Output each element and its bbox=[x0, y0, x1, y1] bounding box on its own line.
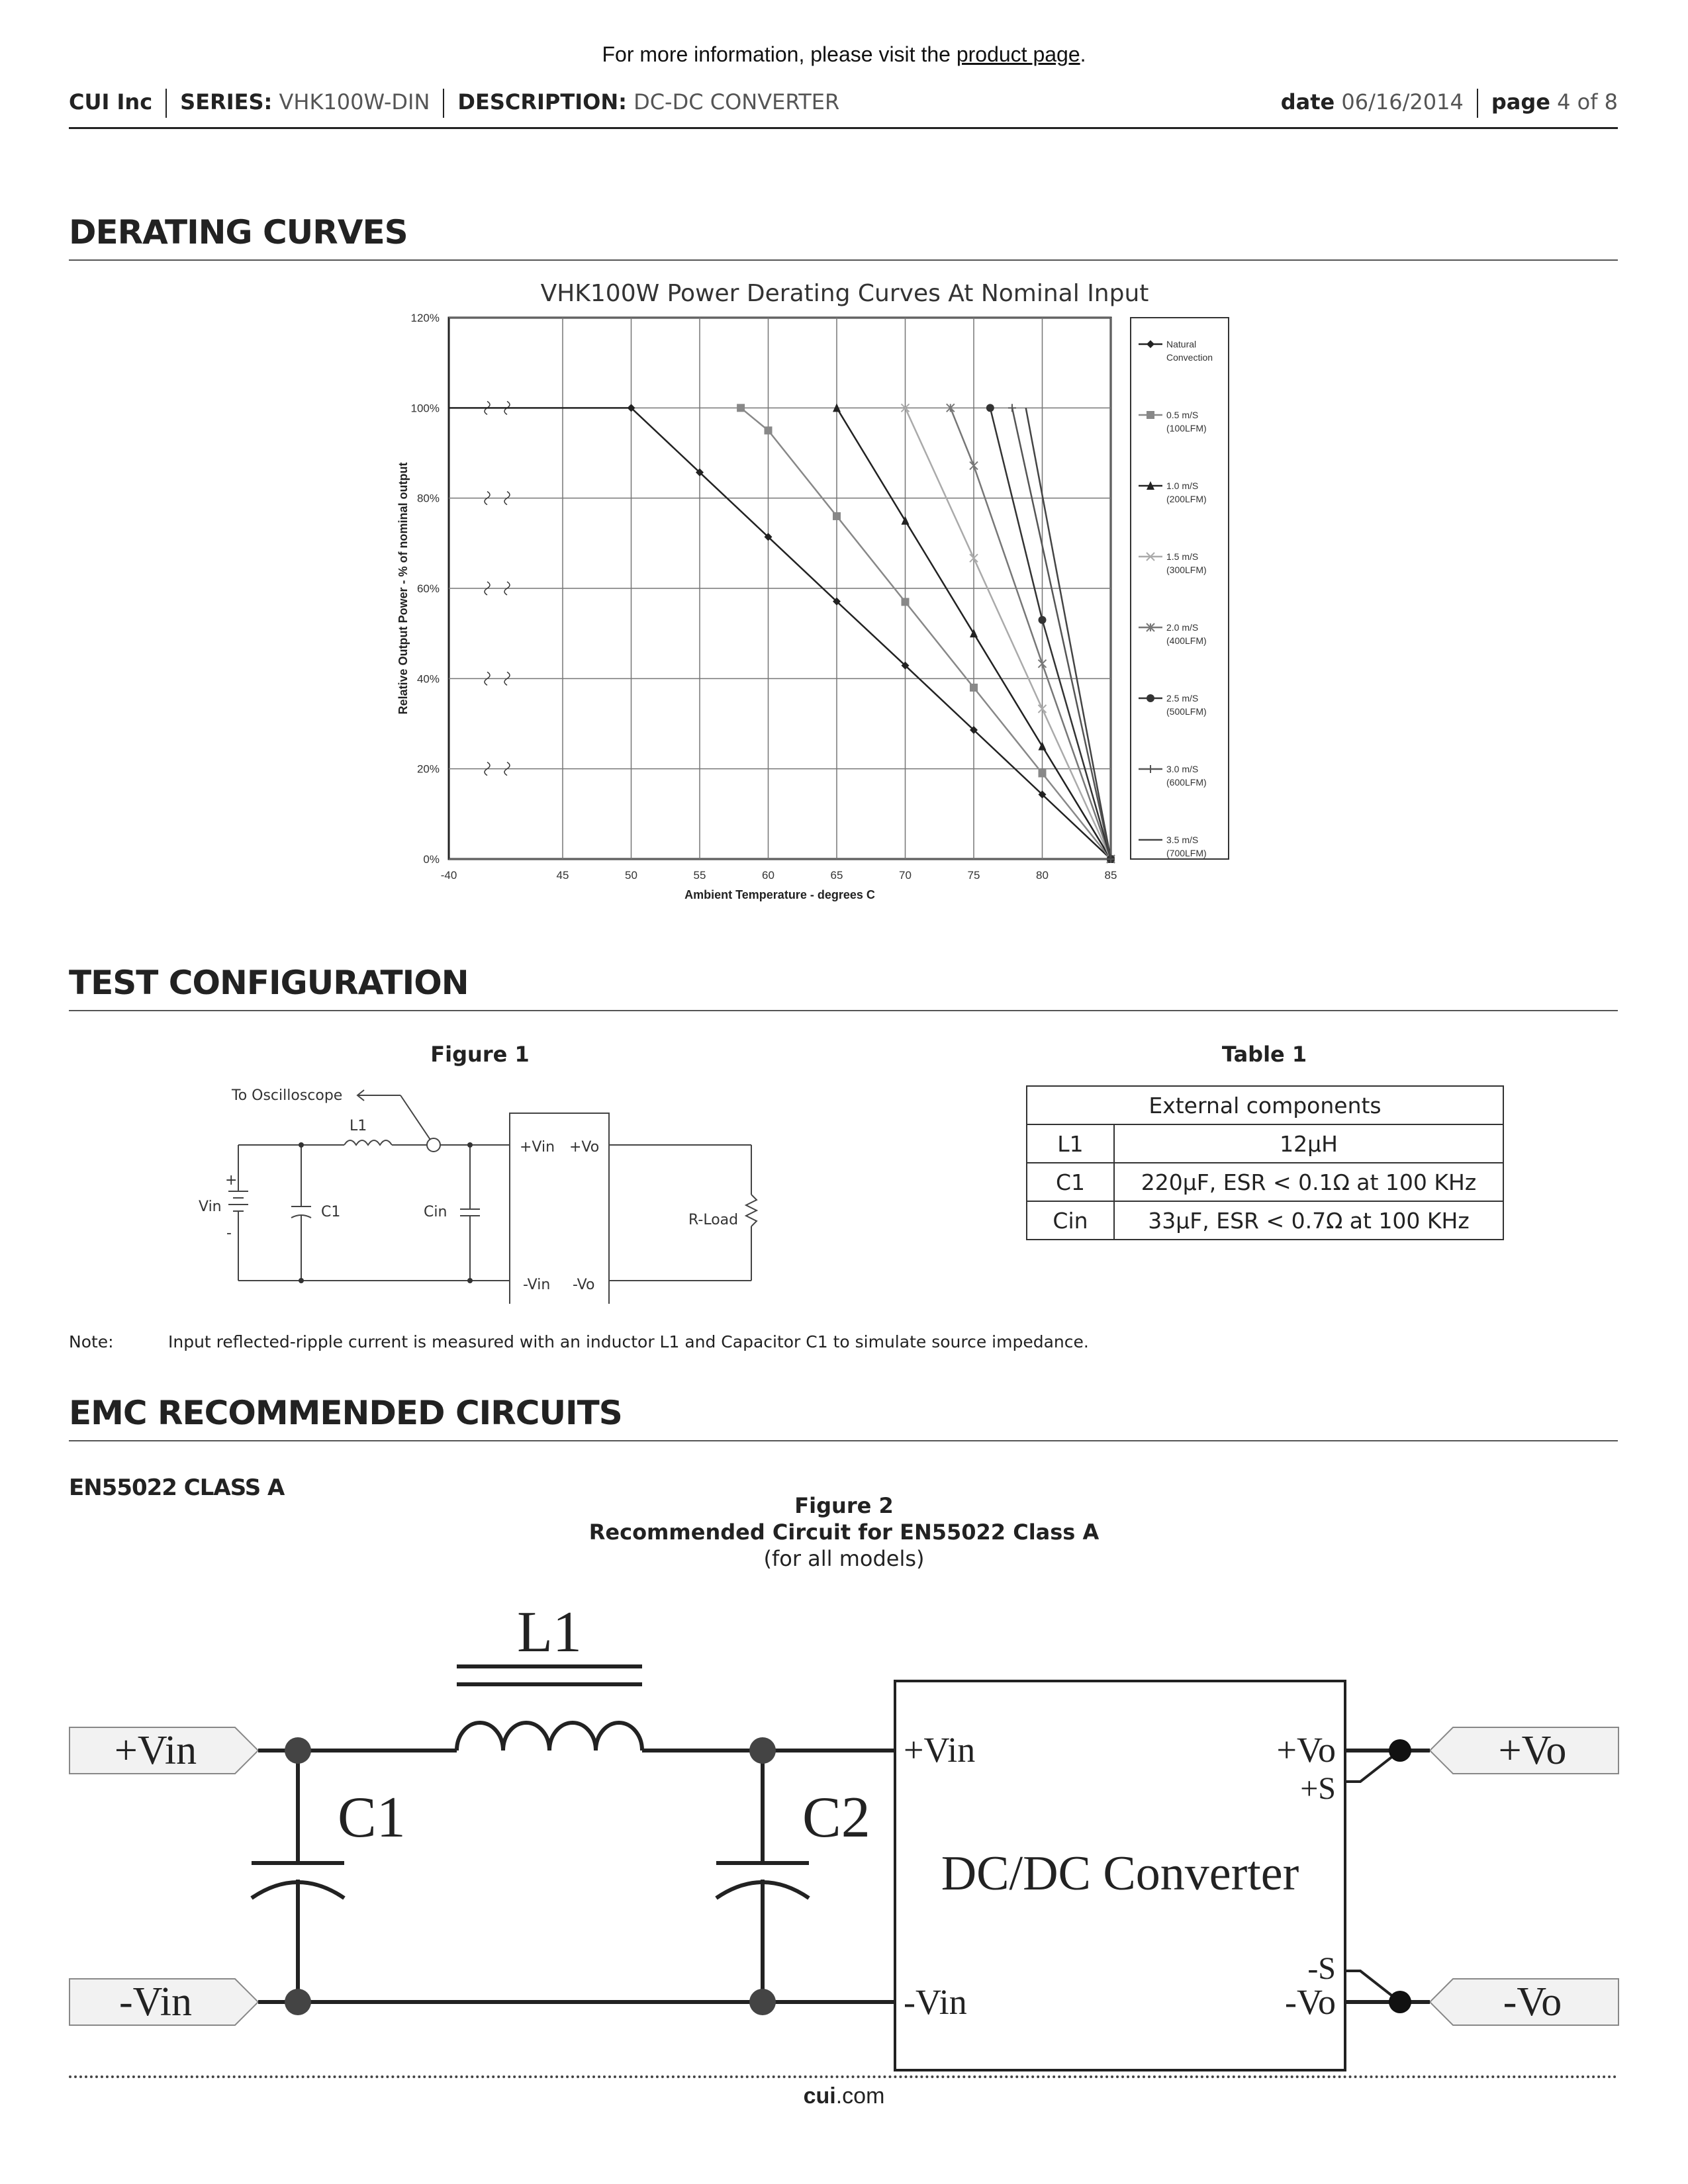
x-tick-label: 45 bbox=[556, 869, 569, 882]
note-label: Note: bbox=[69, 1332, 114, 1351]
figure1-test-circuit bbox=[199, 1079, 794, 1304]
legend-label: 0.5 m/S bbox=[1166, 410, 1199, 420]
x-tick-label: 80 bbox=[1036, 869, 1049, 882]
legend-label: (100LFM) bbox=[1166, 423, 1207, 433]
fig2-converter-label: DC/DC Converter bbox=[941, 1846, 1299, 1901]
table1-cell-name: C1 bbox=[1027, 1163, 1114, 1201]
table1-cell-name: L1 bbox=[1027, 1124, 1114, 1163]
data-point bbox=[1039, 769, 1047, 777]
top-note: For more information, please visit the product page. bbox=[602, 42, 1086, 66]
y-tick-label: 20% bbox=[416, 762, 440, 776]
table1-cell-value: 12µH bbox=[1114, 1124, 1503, 1163]
table1-title: Table 1 bbox=[1221, 1042, 1307, 1067]
y-tick-label: 80% bbox=[416, 492, 440, 505]
data-point bbox=[970, 684, 978, 692]
legend-label: (400LFM) bbox=[1166, 635, 1207, 646]
footer-site[interactable]: cui.com bbox=[803, 2083, 885, 2109]
fig1-minus-vo: -Vo bbox=[573, 1277, 595, 1293]
figure2-subtitle: Recommended Circuit for EN55022 Class A bbox=[588, 1520, 1100, 1545]
fig1-vin-label: Vin bbox=[199, 1199, 222, 1215]
date-value: 06/16/2014 bbox=[1341, 89, 1464, 114]
data-point bbox=[1008, 404, 1016, 412]
derating-chart bbox=[371, 271, 1311, 966]
data-point bbox=[1039, 660, 1047, 668]
x-tick-label: 65 bbox=[830, 869, 843, 882]
fig2-output-neg-tag: -Vo bbox=[1503, 1979, 1562, 2025]
fig2-box-s-pos: +S bbox=[1300, 1771, 1336, 1806]
legend-label: (700LFM) bbox=[1166, 848, 1207, 858]
footer-divider bbox=[69, 2075, 1618, 2078]
fig1-l1-label: L1 bbox=[350, 1118, 367, 1134]
y-tick-label: 60% bbox=[416, 582, 440, 595]
fig1-minus: - bbox=[226, 1225, 232, 1242]
legend-label: 1.0 m/S bbox=[1166, 480, 1199, 491]
data-point bbox=[986, 404, 994, 412]
data-point bbox=[970, 462, 978, 470]
chart-title: VHK100W Power Derating Curves At Nominal Input bbox=[540, 280, 1149, 307]
top-note-text: For more information, please visit the bbox=[602, 42, 951, 66]
fig1-cin-label: Cin bbox=[424, 1204, 447, 1220]
y-tick-label: 100% bbox=[410, 402, 440, 415]
series-line bbox=[741, 408, 1111, 859]
fig2-box-s-neg: -S bbox=[1307, 1951, 1336, 1986]
data-point bbox=[1039, 616, 1047, 624]
x-tick-label: 75 bbox=[967, 869, 980, 882]
table1-cell-value: 220µF, ESR < 0.1Ω at 100 KHz bbox=[1114, 1163, 1503, 1201]
section-heading-emc: EMC RECOMMENDED CIRCUITS bbox=[69, 1394, 1618, 1441]
description-value: DC-DC CONVERTER bbox=[633, 89, 840, 114]
fig2-box-vin-neg: -Vin bbox=[904, 1982, 967, 2022]
table-row bbox=[1027, 1124, 1503, 1163]
x-tick-label: 55 bbox=[693, 869, 706, 882]
legend-label: (500LFM) bbox=[1166, 706, 1207, 717]
legend-label: 3.0 m/S bbox=[1166, 764, 1199, 774]
figure2-title: Figure 2 bbox=[794, 1493, 894, 1518]
x-axis-label: Ambient Temperature - degrees C bbox=[684, 888, 875, 901]
fig1-plus-vin: +Vin bbox=[520, 1139, 555, 1156]
product-page-link[interactable]: product page bbox=[956, 42, 1080, 66]
fig2-box-vo-neg: -Vo bbox=[1284, 1982, 1336, 2022]
fig2-box-vin-pos: +Vin bbox=[904, 1730, 976, 1770]
x-tick-label: 50 bbox=[625, 869, 637, 882]
company-name: CUI Inc bbox=[69, 89, 153, 114]
y-tick-label: 40% bbox=[416, 672, 440, 686]
fig2-box-vo-pos: +Vo bbox=[1276, 1730, 1336, 1770]
series-line bbox=[1012, 408, 1111, 859]
legend-label: 2.5 m/S bbox=[1166, 693, 1199, 704]
section-heading-test-configuration: TEST CONFIGURATION bbox=[69, 964, 1618, 1011]
y-tick-label: 0% bbox=[423, 853, 440, 866]
legend-label: 1.5 m/S bbox=[1166, 551, 1199, 562]
data-point bbox=[1147, 694, 1154, 702]
fig1-minus-vin: -Vin bbox=[523, 1277, 551, 1293]
data-point bbox=[765, 426, 773, 434]
section-heading-derating: DERATING CURVES bbox=[69, 213, 1618, 261]
figure2-note: (for all models) bbox=[763, 1546, 925, 1571]
legend-label: Natural bbox=[1166, 339, 1197, 349]
table-row bbox=[1027, 1201, 1503, 1240]
fig1-rload: R-Load bbox=[688, 1212, 739, 1228]
fig1-plus: + bbox=[225, 1172, 238, 1189]
fig2-c2-label: C2 bbox=[802, 1786, 870, 1850]
fig2-input-pos-tag: +Vin bbox=[114, 1728, 197, 1773]
fig1-plus-vo: +Vo bbox=[569, 1139, 600, 1156]
table1-header: External components bbox=[1027, 1086, 1503, 1124]
x-tick-label: -40 bbox=[440, 869, 457, 882]
x-tick-label: 85 bbox=[1104, 869, 1117, 882]
fig2-input-neg-tag: -Vin bbox=[119, 1979, 192, 2025]
figure1-title: Figure 1 bbox=[430, 1042, 530, 1067]
page-header: CUI Inc SERIES: VHK100W-DIN DESCRIPTION: DC-DC CONVERTER date 06/16/2014 page 4 of 8 bbox=[69, 86, 1618, 129]
fig2-l1-label: L1 bbox=[517, 1600, 582, 1664]
note-text: Input reflected-ripple current is measured with an inductor L1 and Capacitor C1 to simulate source impedance. bbox=[168, 1332, 1089, 1351]
legend-label: (200LFM) bbox=[1166, 494, 1207, 504]
y-tick-label: 120% bbox=[410, 312, 440, 324]
x-tick-label: 60 bbox=[762, 869, 774, 882]
legend-label: 3.5 m/S bbox=[1166, 835, 1199, 845]
table-row bbox=[1027, 1163, 1503, 1201]
figure2-emc-circuit bbox=[66, 1588, 1622, 2078]
table1-cell-name: Cin bbox=[1027, 1201, 1114, 1240]
legend-label: 2.0 m/S bbox=[1166, 622, 1199, 633]
table1-cell-value: 33µF, ESR < 0.7Ω at 100 KHz bbox=[1114, 1201, 1503, 1240]
data-point bbox=[902, 598, 910, 606]
data-point bbox=[737, 404, 745, 412]
legend-label: (600LFM) bbox=[1166, 777, 1207, 788]
x-tick-label: 70 bbox=[899, 869, 912, 882]
page-number: 4 of 8 bbox=[1557, 89, 1618, 114]
fig2-output-pos-tag: +Vo bbox=[1498, 1728, 1567, 1773]
fig1-to-oscilloscope: To Oscilloscope bbox=[232, 1087, 343, 1104]
series-value: VHK100W-DIN bbox=[279, 89, 430, 114]
y-axis-label: Relative Output Power - % of nominal output bbox=[397, 462, 410, 715]
fig1-c1-label: C1 bbox=[321, 1204, 341, 1220]
legend-label: (300LFM) bbox=[1166, 565, 1207, 575]
legend-label: Convection bbox=[1166, 352, 1213, 363]
data-point bbox=[833, 512, 841, 520]
emc-subheading: EN55022 CLASS A bbox=[69, 1475, 285, 1501]
fig2-c1-label: C1 bbox=[338, 1786, 406, 1850]
data-point bbox=[1147, 411, 1154, 419]
external-components-table bbox=[1026, 1085, 1504, 1240]
series-line bbox=[906, 408, 1111, 859]
